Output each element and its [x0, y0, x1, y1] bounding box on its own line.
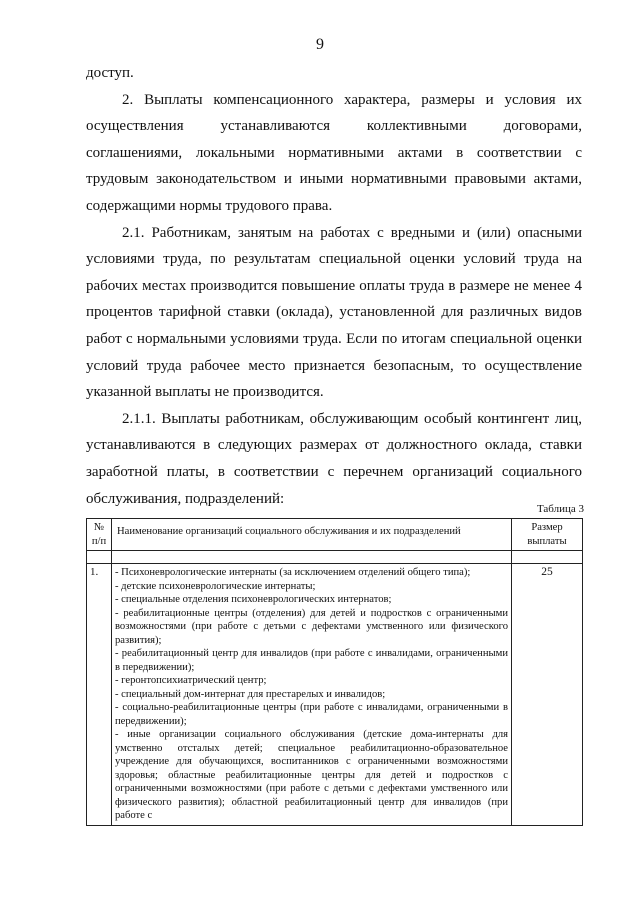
- row-organizations: [112, 564, 512, 826]
- row-payment-size: 25: [512, 564, 583, 826]
- organization-item: - специальный дом-интернат для престарелых и инвалидов;: [115, 688, 386, 700]
- paragraph-section-2-1: 2.1. Работникам, занятым на работах с вредными и (или) опасными условиями труда, по результатам специальной оценки условий труда на рабочих местах производится повышение оплаты труда в размере не менее 4 процентов тарифной ставки (оклада), установленной для различных видов работ с нормальными условиями труда. Если по итогам специальной оценки условий труда рабочее место признается безопасным, то осуществление указанной выплаты не производится.: [86, 224, 582, 401]
- table-row: [87, 564, 583, 826]
- paragraph-section-2-1-1: 2.1.1. Выплаты работникам, обслуживающим особый контингент лиц, устанавливаются в следующих размерах от должностного оклада, ставки заработной платы, в соответствии с перечнем организаций социального обслуживания, подразделений:: [86, 410, 582, 507]
- paragraph-continuation: доступ.: [86, 65, 134, 81]
- body-text: [86, 60, 582, 512]
- organization-item: - специальные отделения психоневрологических интернатов;: [115, 594, 392, 605]
- column-header-size: Размер выплаты: [512, 519, 583, 551]
- row-number: 1.: [87, 564, 112, 826]
- paragraph-section-2: 2. Выплаты компенсационного характера, размеры и условия их осуществления устанавливаются коллективными договорами, соглашениями, локальными нормативными актами в соответствии с трудовым законодательством и иными нормативными правовыми актами, содержащими нормы трудового права.: [86, 91, 582, 214]
- organization-item: - реабилитационные центры (отделения) для детей и подростков с ограниченными возможностями (при работе с детьми с дефектами умственного или физического развития);: [115, 607, 508, 646]
- table-caption: Таблица 3: [536, 503, 584, 515]
- table-header-row: [87, 519, 583, 551]
- spacer-cell: [512, 551, 583, 564]
- organization-item: - Психоневрологические интернаты (за исключением отделений общего типа);: [115, 567, 471, 578]
- organization-item: - социально-реабилитационные центры (при работе с инвалидами, ограниченными в передвижении);: [115, 702, 508, 727]
- column-header-number: № п/п: [87, 519, 112, 551]
- table-spacer-row: [87, 551, 583, 564]
- page-number: 9: [316, 36, 324, 53]
- spacer-cell: [112, 551, 512, 564]
- organizations-table: [86, 518, 583, 826]
- organization-item: - геронтопсихиатрический центр;: [115, 675, 267, 686]
- organization-item: - иные организации социального обслуживания (детские дома-интернаты для умственно отсталых детей; специальное реабилитационно-образовательное учреждение для обучающихся, воспитанников с ограниченными возможностями здоровья; областные реабилитационные центры для детей и подростков с ограниченными возможностями (при работе с детьми с дефектами умственного или физического развития); областной реабилитационный центр для инвалидов (при работе с: [115, 729, 508, 821]
- spacer-cell: [87, 551, 112, 564]
- organization-item: - реабилитационный центр для инвалидов (при работе с инвалидами, ограниченными в передвижении);: [115, 648, 508, 673]
- organization-item: - детские психоневрологические интернаты;: [115, 580, 316, 592]
- column-header-name: Наименование организаций социального обслуживания и их подразделений: [112, 519, 512, 551]
